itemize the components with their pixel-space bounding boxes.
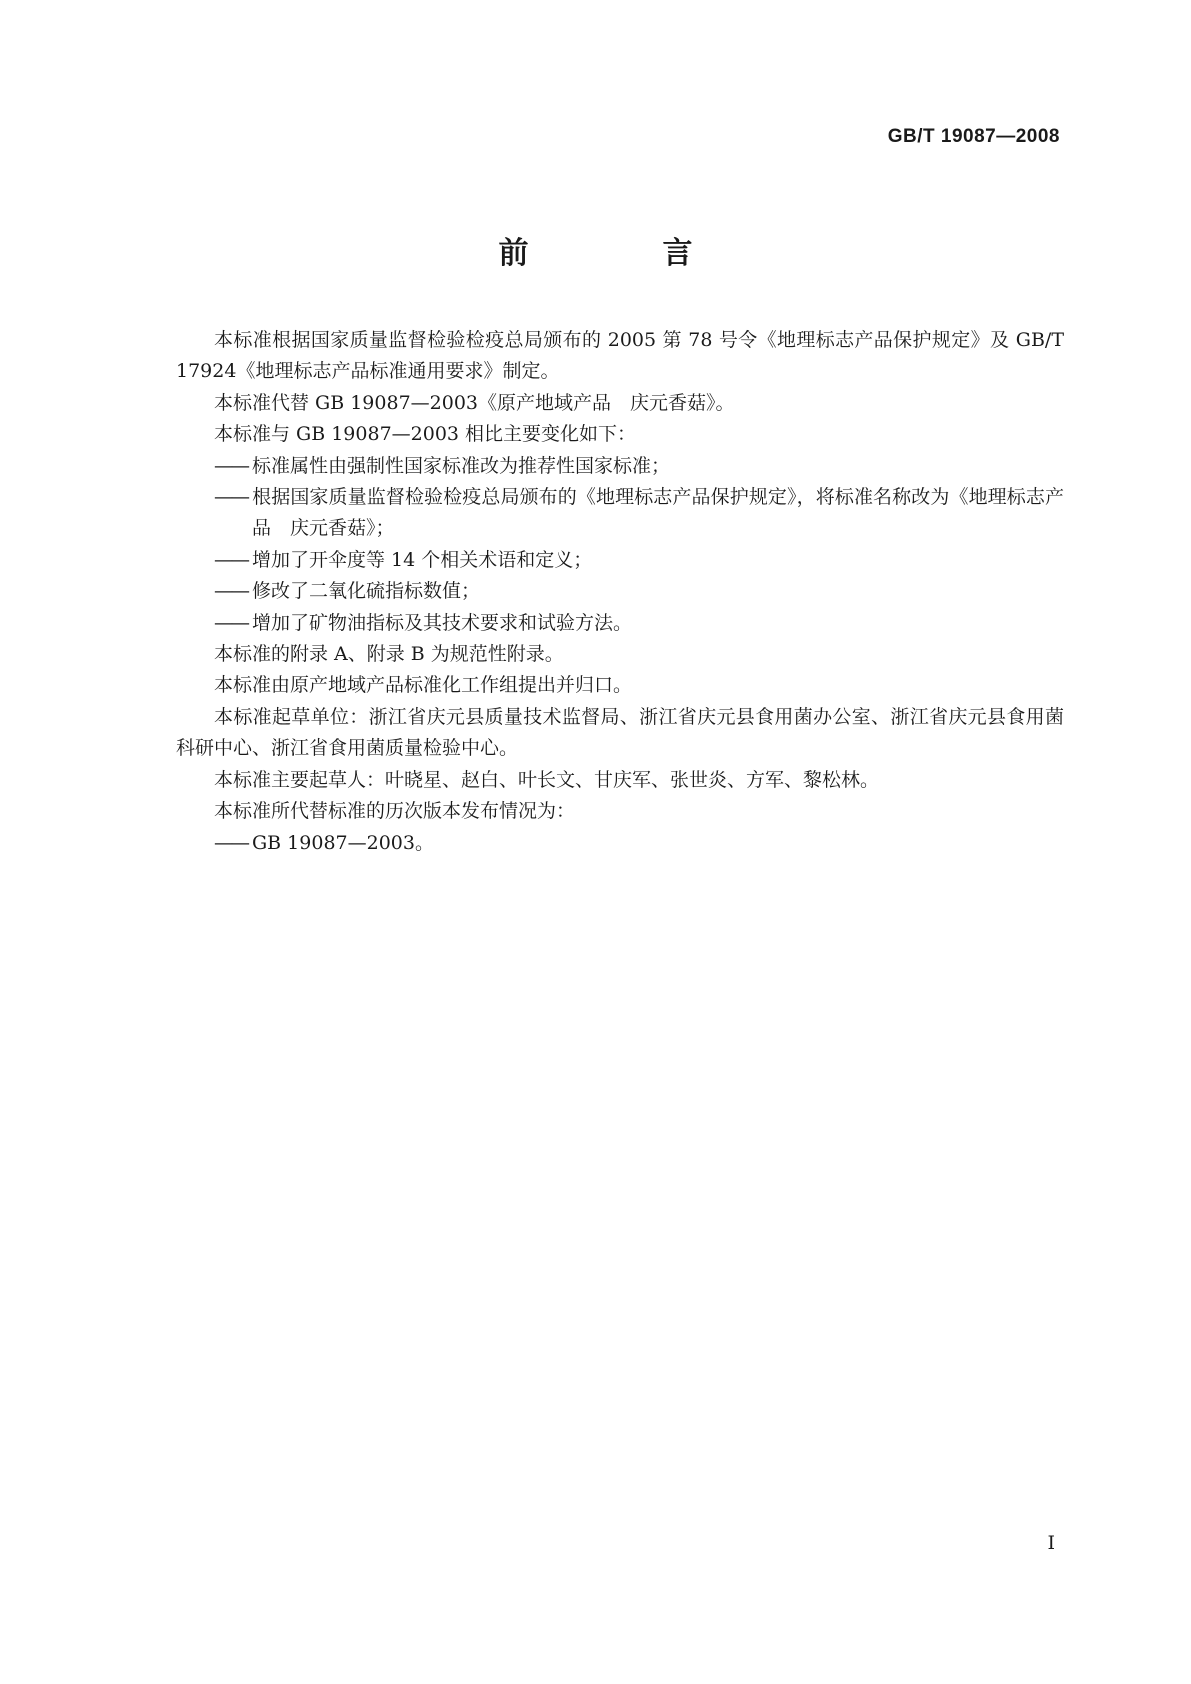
dash-marker: —— bbox=[214, 611, 248, 634]
dash-marker: —— bbox=[214, 580, 248, 603]
paragraph: 本标准起草单位：浙江省庆元县质量技术监督局、浙江省庆元县食用菌办公室、浙江省庆元县食用菌科研中心、浙江省食用菌质量检验中心。 bbox=[176, 705, 1064, 760]
standard-number: GB/T 19087—2008 bbox=[887, 126, 1060, 147]
list-item bbox=[176, 608, 1064, 639]
list-item-text: 增加了矿物油指标及其技术要求和试验方法。 bbox=[252, 611, 633, 634]
paragraph: 本标准根据国家质量监督检验检疫总局颁布的 2005 第 78 号令《地理标志产品保护规定》及 GB/T 17924《地理标志产品标准通用要求》制定。 bbox=[176, 329, 1064, 383]
list-item bbox=[176, 482, 1064, 545]
list-item bbox=[176, 545, 1064, 576]
paragraph: 本标准主要起草人：叶晓星、赵白、叶长文、甘庆军、张世炎、方军、黎松林。 bbox=[214, 768, 880, 791]
paragraph: 本标准由原产地域产品标准化工作组提出并归口。 bbox=[214, 674, 633, 697]
list-item-text: 根据国家质量监督检验检疫总局颁布的《地理标志产品保护规定》，将标准名称改为《地理标志产品 庆元香菇》； bbox=[252, 486, 1064, 540]
dash-marker: —— bbox=[214, 454, 248, 477]
list-item-text: GB 19087—2003。 bbox=[252, 831, 434, 854]
paragraph: 本标准的附录 A、附录 B 为规范性附录。 bbox=[214, 643, 564, 666]
list-item-text: 修改了二氧化硫指标数值； bbox=[252, 580, 481, 603]
list-item bbox=[176, 576, 1064, 607]
page-title: 前 言 bbox=[498, 236, 745, 271]
list-item bbox=[176, 828, 1064, 859]
dash-marker: —— bbox=[214, 486, 248, 509]
page-number: I bbox=[1047, 1532, 1055, 1554]
dash-marker: —— bbox=[214, 831, 248, 854]
list-item bbox=[176, 451, 1064, 482]
foreword-body bbox=[176, 325, 1064, 859]
paragraph: 本标准所代替标准的历次版本发布情况为： bbox=[214, 800, 576, 823]
paragraph: 本标准代替 GB 19087—2003《原产地域产品 庆元香菇》。 bbox=[214, 391, 735, 414]
paragraph: 本标准与 GB 19087—2003 相比主要变化如下： bbox=[214, 423, 637, 446]
list-item-text: 标准属性由强制性国家标准改为推荐性国家标准； bbox=[252, 454, 671, 477]
dash-marker: —— bbox=[214, 548, 248, 571]
list-item-text: 增加了开伞度等 14 个相关术语和定义； bbox=[252, 548, 593, 571]
